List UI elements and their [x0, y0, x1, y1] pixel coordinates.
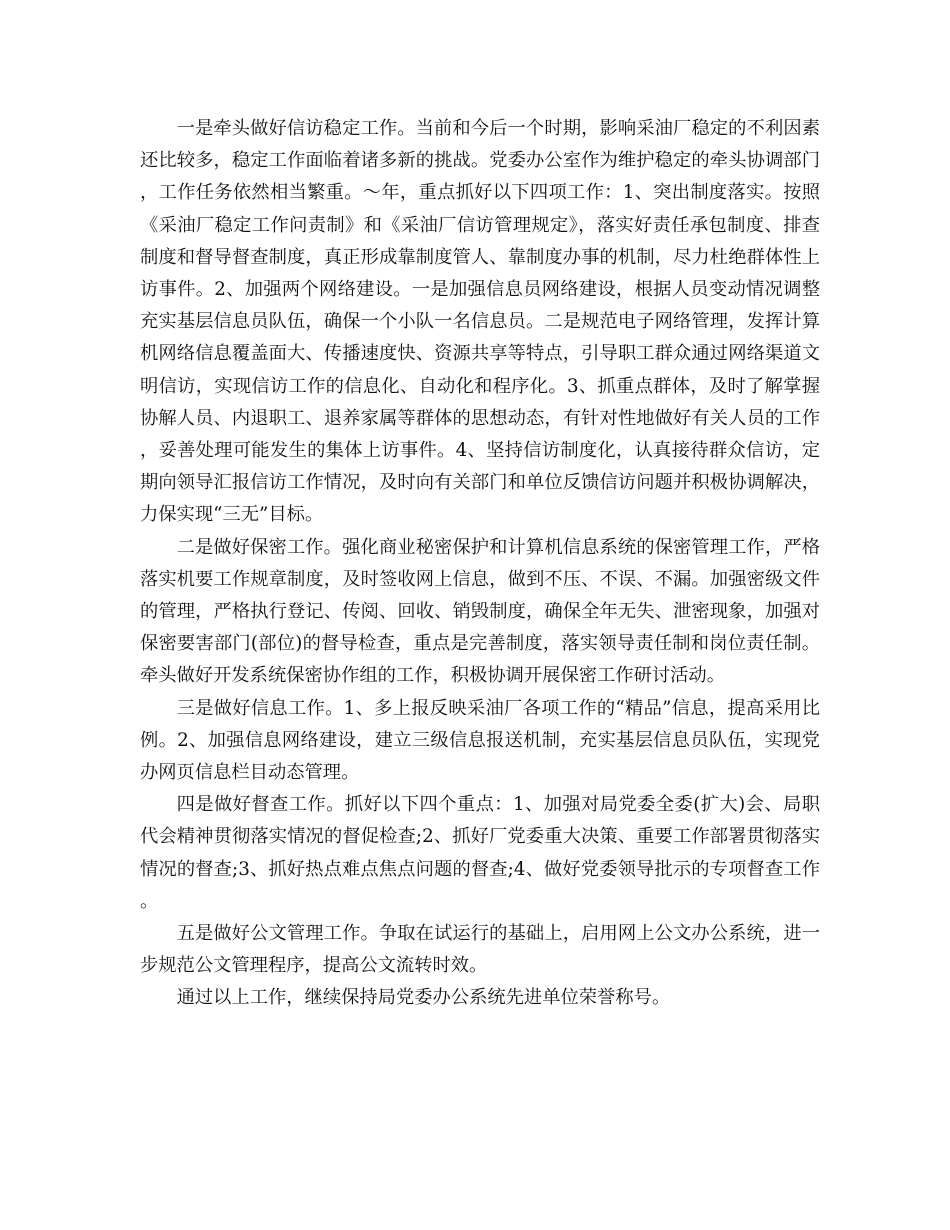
paragraph-supervision: 四是做好督查工作。抓好以下四个重点：1、加强对局党委全委(扩大)会、局职代会精神贯彻落实情况的督促检查;2、抓好厂党委重大决策、重要工作部署贯彻落实情况的督查;3、抓好热点难点焦点问题的督查;4、做好党委领导批示的专项督查工作。 — [140, 794, 820, 912]
paragraph-information: 三是做好信息工作。1、多上报反映采油厂各项工作的“精品”信息，提高采用比例。2、加强信息网络建设，建立三级信息报送机制，充实基层信息员队伍，实现党办网页信息栏目动态管理。 — [140, 697, 820, 784]
paragraph-confidentiality: 二是做好保密工作。强化商业秘密保护和计算机信息系统的保密管理工作，严格落实机要工作规章制度，及时签收网上信息，做到不压、不误、不漏。加强密级文件的管理，严格执行登记、传阅、回收、销毁制度，确保全年无失、泄密现象，加强对保密要害部门(部位)的督导检查，重点是完善制度，落实领导责任制和岗位责任制。牵头做好开发系统保密协作组的工作，积极协调开展保密工作研讨活动。 — [140, 536, 820, 687]
document-body — [140, 113, 820, 1015]
paragraph-petition-stability: 一是牵头做好信访稳定工作。当前和今后一个时期，影响采油厂稳定的不利因素还比较多，稳定工作面临着诸多新的挑战。党委办公室作为维护稳定的牵头协调部门，工作任务依然相当繁重。～年，重点抓好以下四项工作：1、突出制度落实。按照《采油厂稳定工作问责制》和《采油厂信访管理规定》，落实好责任承包制度、排查制度和督导督查制度，真正形成靠制度管人、靠制度办事的机制，尽力杜绝群体性上访事件。2、加强两个网络建设。一是加强信息员网络建设，根据人员变动情况调整充实基层信息员队伍，确保一个小队一名信息员。二是规范电子网络管理，发挥计算机网络信息覆盖面大、传播速度快、资源共享等特点，引导职工群众通过网络渠道文明信访，实现信访工作的信息化、自动化和程序化。3、抓重点群体，及时了解掌握协解人员、内退职工、退养家属等群体的思想动态，有针对性地做好有关人员的工作，妥善处理可能发生的集体上访事件。4、坚持信访制度化，认真接待群众信访，定期向领导汇报信访工作情况，及时向有关部门和单位反馈信访问题并积极协调解决，力保实现“三无”目标。 — [140, 118, 820, 526]
paragraph-document-management: 五是做好公文管理工作。争取在试运行的基础上，启用网上公文办公系统，进一步规范公文管理程序，提高公文流转时效。 — [140, 923, 820, 977]
paragraph-conclusion: 通过以上工作，继续保持局党委办公系统先进单位荣誉称号。 — [176, 987, 671, 1009]
